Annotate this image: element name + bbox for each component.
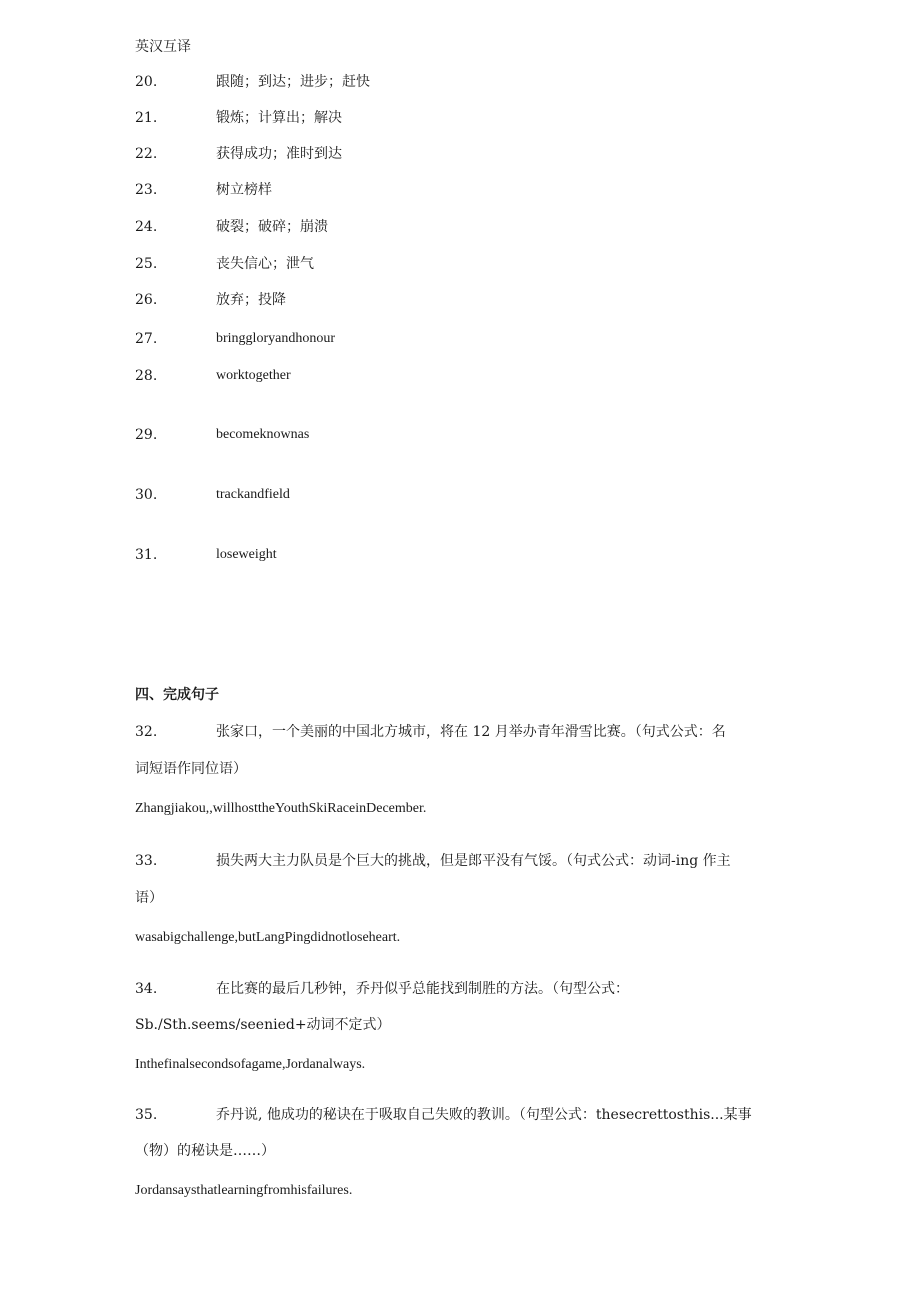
item-text: trackandfield [216, 487, 290, 502]
question-prompt: 张家口，一个美丽的中国北方城市，将在 12 月举办青年滑雪比赛。（句式公式：名 [216, 724, 726, 740]
question-prompt: 损失两大主力队员是个巨大的挑战，但是郎平没有气馁。（句式公式：动词-ing 作主 [216, 853, 731, 869]
item-number: 24. [135, 219, 158, 235]
item-number: 27. [135, 331, 158, 347]
answer-line: Inthefinalsecondsofagame,Jordanalways. [135, 1057, 366, 1072]
item-number: 21. [135, 110, 158, 126]
section-title-complete-sentences: 四、完成句子 [135, 687, 219, 703]
answer-line: Jordansaysthatlearningfromhisfailures. [135, 1183, 353, 1198]
item-number: 20. [135, 74, 158, 90]
item-text: becomeknownas [216, 427, 310, 442]
item-text: 丧失信心；泄气 [216, 256, 314, 272]
item-number: 30. [135, 487, 158, 503]
question-prompt-continued: Sb./Sth.seems/seenied+动词不定式） [135, 1017, 391, 1033]
question-prompt-continued: 语） [135, 890, 163, 906]
question-prompt-continued: 词短语作同位语） [135, 761, 247, 777]
item-number: 26. [135, 292, 158, 308]
item-text: bringgloryandhonour [216, 331, 335, 346]
item-text: 树立榜样 [216, 182, 272, 198]
question-number: 32. [135, 724, 158, 740]
item-text: 跟随；到达；进步；赶快 [216, 74, 370, 90]
answer-line: Zhangjiakou,,willhosttheYouthSkiRaceinDecember. [135, 801, 427, 816]
question-prompt: 在比赛的最后几秒钟，乔丹似乎总能找到制胜的方法。（句型公式： [216, 981, 629, 997]
question-prompt-continued: （物）的秘诀是……） [135, 1143, 275, 1159]
item-number: 28. [135, 368, 158, 384]
item-text: loseweight [216, 547, 277, 562]
item-text: worktogether [216, 368, 291, 383]
item-number: 25. [135, 256, 158, 272]
question-number: 35. [135, 1107, 158, 1123]
item-text: 破裂；破碎；崩溃 [216, 219, 328, 235]
item-text: 获得成功；准时到达 [216, 146, 342, 162]
question-prompt: 乔丹说, 他成功的秘诀在于吸取自己失败的教训。（句型公式：thesecrettosthis...某事 [216, 1107, 752, 1123]
item-number: 29. [135, 427, 158, 443]
question-number: 33. [135, 853, 158, 869]
item-number: 23. [135, 182, 158, 198]
item-text: 放弃；投降 [216, 292, 286, 308]
answer-line: wasabigchallenge,butLangPingdidnotloseheart. [135, 930, 401, 945]
item-text: 锻炼；计算出；解决 [216, 110, 342, 126]
question-number: 34. [135, 981, 158, 997]
item-number: 22. [135, 146, 158, 162]
section-title-translation: 英汉互译 [135, 39, 191, 55]
item-number: 31. [135, 547, 158, 563]
